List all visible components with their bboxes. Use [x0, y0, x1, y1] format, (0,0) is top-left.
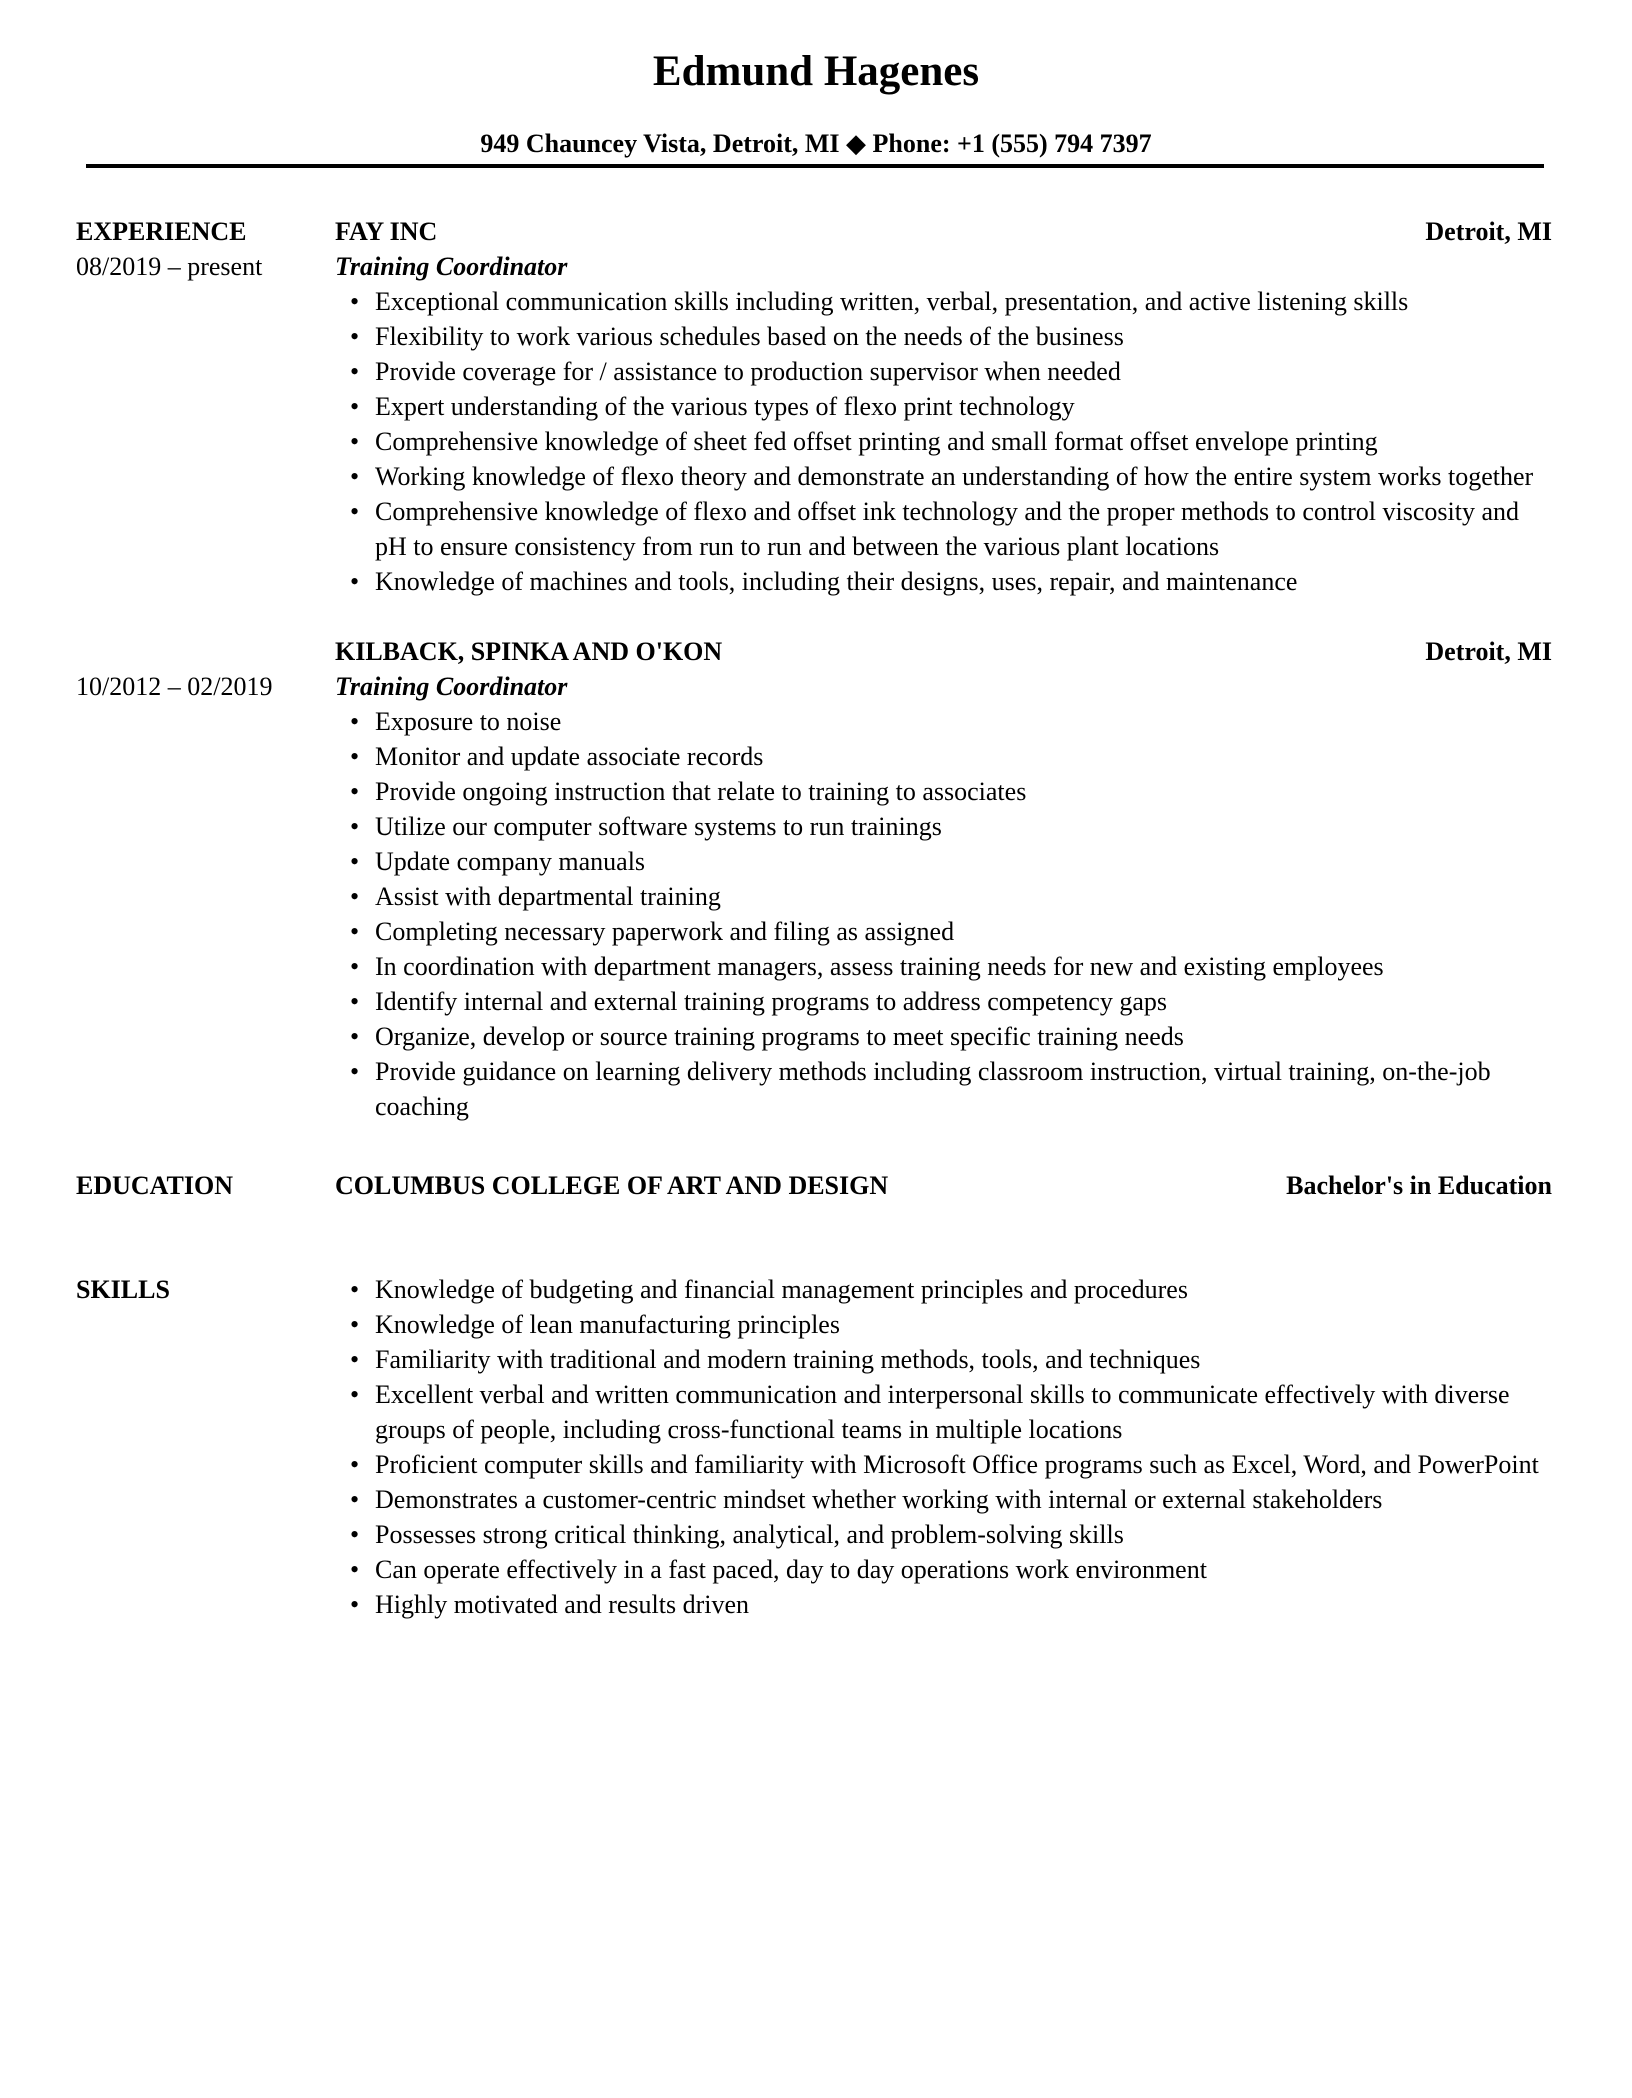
bullet-item: • Update company manuals	[375, 844, 1552, 879]
job-dates: 10/2012 – 02/2019	[76, 672, 273, 701]
bullet-item: • Comprehensive knowledge of sheet fed offset printing and small format offset envelope printing	[375, 424, 1552, 459]
diamond-separator-icon: ◆	[846, 129, 867, 158]
job-dates: 08/2019 – present	[76, 252, 263, 281]
phone: Phone: +1 (555) 794 7397	[872, 129, 1152, 158]
bullet-item: • Provide coverage for / assistance to production supervisor when needed	[375, 354, 1552, 389]
school-name: COLUMBUS COLLEGE OF ART AND DESIGN	[335, 1171, 889, 1200]
experience-section	[76, 214, 1552, 1622]
address: 949 Chauncey Vista, Detroit, MI	[480, 129, 840, 158]
bullet-item: • Assist with departmental training	[375, 879, 1552, 914]
bullet-item: • Organize, develop or source training programs to meet specific training needs	[375, 1019, 1552, 1054]
bullet-item: • In coordination with department managers, assess training needs for new and existing employees	[375, 949, 1552, 984]
candidate-name: Edmund Hagenes	[652, 48, 980, 95]
section-label-experience: EXPERIENCE	[76, 217, 247, 246]
bullet-item: • Identify internal and external training programs to address competency gaps	[375, 984, 1552, 1019]
bullet-item: • Proficient computer skills and familiarity with Microsoft Office programs such as Excel, Word, and PowerPoint	[375, 1447, 1552, 1482]
bullet-item: • Flexibility to work various schedules based on the needs of the business	[375, 319, 1552, 354]
job-bullets	[335, 284, 1552, 599]
bullet-item: • Knowledge of machines and tools, including their designs, uses, repair, and maintenance	[375, 564, 1552, 599]
skills-list	[335, 1272, 1552, 1622]
education-entry	[76, 1168, 1552, 1203]
skills-section	[76, 1272, 1552, 1622]
job-bullets	[335, 704, 1552, 1124]
bullet-item: • Exceptional communication skills including written, verbal, presentation, and active listening skills	[375, 284, 1552, 319]
bullet-item: • Provide ongoing instruction that relate to training to associates	[375, 774, 1552, 809]
bullet-item: • Monitor and update associate records	[375, 739, 1552, 774]
section-label-skills: SKILLS	[76, 1275, 170, 1304]
bullet-item: • Demonstrates a customer-centric mindset whether working with internal or external stakeholders	[375, 1482, 1552, 1517]
bullet-item: • Excellent verbal and written communication and interpersonal skills to communicate effectively with diverse groups of people, including cross-functional teams in multiple locations	[375, 1377, 1552, 1447]
company-name: FAY INC	[335, 217, 438, 246]
contact-line	[0, 126, 1632, 162]
bullet-item: • Can operate effectively in a fast paced, day to day operations work environment	[375, 1552, 1552, 1587]
bullet-item: • Provide guidance on learning delivery methods including classroom instruction, virtual training, on-the-job coaching	[375, 1054, 1552, 1124]
job-title: Training Coordinator	[335, 252, 568, 281]
job-location: Detroit, MI	[1425, 637, 1552, 666]
bullet-item: • Possesses strong critical thinking, analytical, and problem-solving skills	[375, 1517, 1552, 1552]
bullet-item: • Knowledge of lean manufacturing principles	[375, 1307, 1552, 1342]
bullet-item: • Working knowledge of flexo theory and demonstrate an understanding of how the entire system works together	[375, 459, 1552, 494]
bullet-item: • Highly motivated and results driven	[375, 1587, 1552, 1622]
bullet-item: • Knowledge of budgeting and financial management principles and procedures	[375, 1272, 1552, 1307]
job-title: Training Coordinator	[335, 672, 568, 701]
bullet-item: • Exposure to noise	[375, 704, 1552, 739]
company-name: KILBACK, SPINKA AND O'KON	[335, 637, 723, 666]
degree: Bachelor's in Education	[1286, 1171, 1552, 1200]
bullet-item: • Completing necessary paperwork and filing as assigned	[375, 914, 1552, 949]
header-divider	[86, 164, 1544, 168]
bullet-item: • Utilize our computer software systems to run trainings	[375, 809, 1552, 844]
job-entry	[76, 214, 1552, 599]
job-location: Detroit, MI	[1425, 217, 1552, 246]
bullet-item: • Comprehensive knowledge of flexo and offset ink technology and the proper methods to control viscosity and pH to ensure consistency from run to run and between the various plant locations	[375, 494, 1552, 564]
job-entry	[76, 634, 1552, 1124]
section-label-education: EDUCATION	[76, 1171, 233, 1200]
bullet-item: • Familiarity with traditional and modern training methods, tools, and techniques	[375, 1342, 1552, 1377]
bullet-item: • Expert understanding of the various types of flexo print technology	[375, 389, 1552, 424]
